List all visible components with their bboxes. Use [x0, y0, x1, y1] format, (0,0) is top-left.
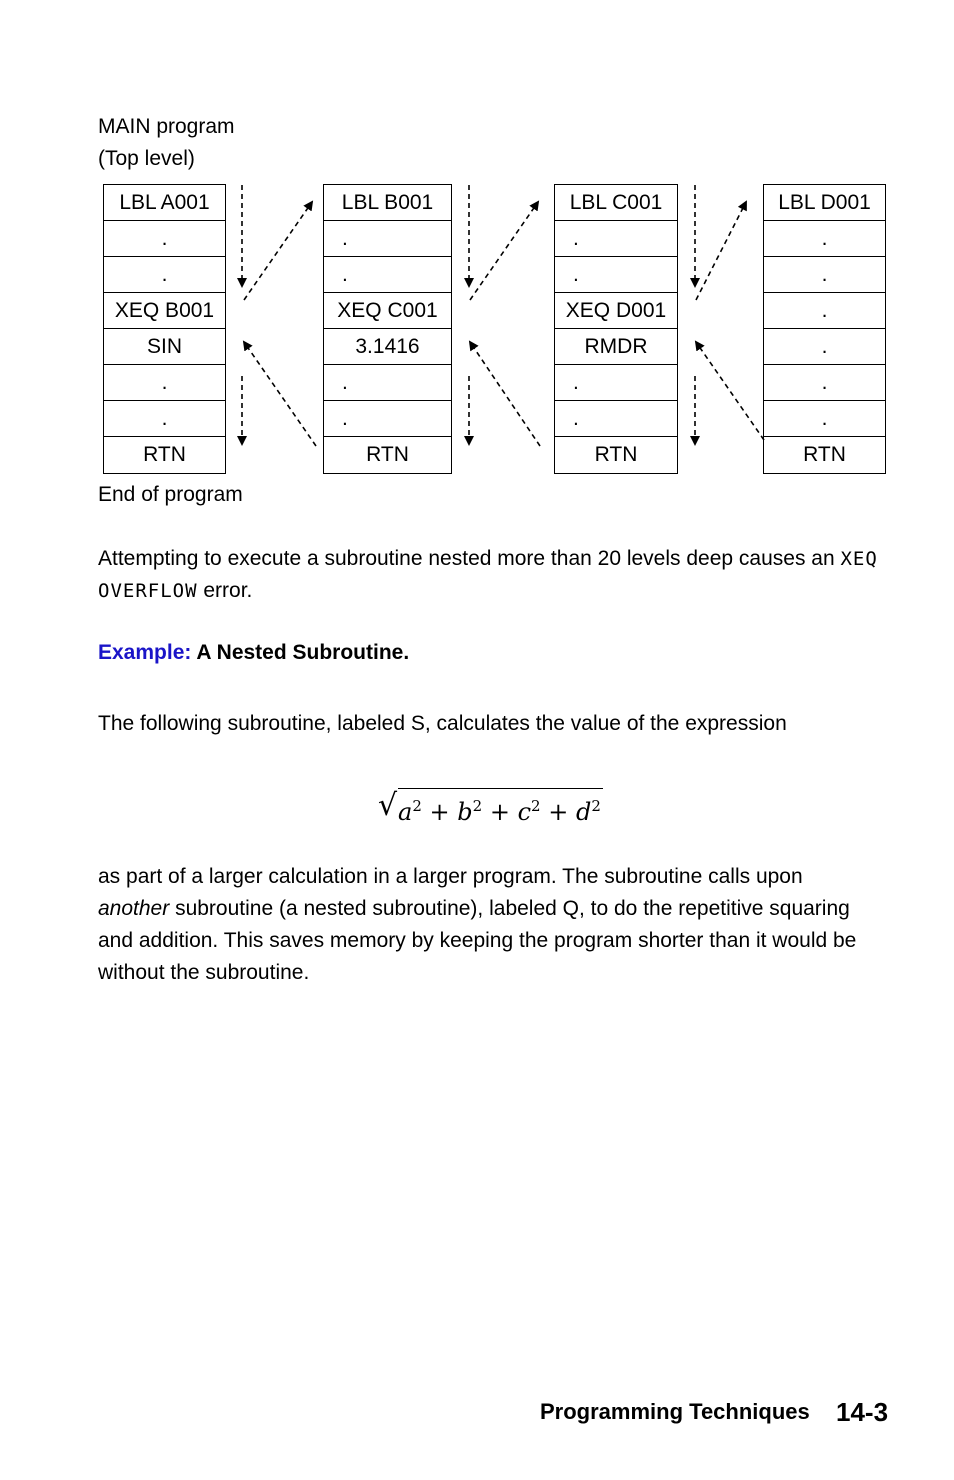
program-row: RTN	[366, 443, 409, 466]
body-line: and addition. This saves memory by keeping the program shorter than it would be	[98, 929, 857, 952]
plus-sign: +	[429, 798, 450, 826]
term-c: c	[517, 798, 532, 826]
exponent: 2	[472, 797, 483, 815]
program-row: .	[764, 293, 885, 329]
plus-sign: +	[489, 798, 510, 826]
exponent: 2	[531, 797, 541, 815]
program-row: .	[104, 257, 225, 293]
example-title: A Nested Subroutine.	[191, 641, 410, 664]
body-italic: another	[98, 897, 170, 920]
program-row: SIN	[104, 329, 225, 365]
program-row: .	[104, 221, 225, 257]
intro-text: The following subroutine, labeled S, calculates the value of the expression	[98, 712, 787, 735]
program-row: .	[764, 257, 885, 293]
example-heading	[98, 637, 409, 669]
overflow-text-after: error.	[197, 579, 253, 602]
program-row: .	[324, 221, 451, 257]
end-of-program-label: End of program	[98, 483, 243, 506]
footer-page-number: 14-3	[836, 1397, 889, 1427]
program-row: .	[555, 257, 677, 293]
program-row: RMDR	[555, 329, 677, 365]
exponent: 2	[591, 797, 601, 815]
call-arrow	[244, 202, 312, 300]
return-arrow	[244, 342, 316, 446]
term-d: d	[575, 798, 592, 826]
program-row: XEQ B001	[104, 293, 225, 329]
code-overflow: OVERFLOW	[98, 580, 198, 602]
return-arrow	[696, 342, 764, 440]
program-row: .	[324, 401, 451, 437]
program-row: .	[555, 365, 677, 401]
program-row: .	[555, 401, 677, 437]
program-label: LBL A001	[104, 185, 225, 221]
term-a: a	[398, 798, 413, 826]
footer-section: Programming Techniques	[540, 1399, 810, 1424]
body-line: as part of a larger calculation in a larger program. The subroutine calls upon	[98, 865, 803, 888]
program-row: .	[764, 365, 885, 401]
program-row: .	[764, 329, 885, 365]
program-row: RTN	[143, 443, 186, 466]
exponent: 2	[412, 797, 422, 815]
body-paragraph	[98, 861, 888, 989]
flow-arrows	[0, 0, 954, 480]
program-row: XEQ C001	[324, 293, 451, 329]
program-row: .	[764, 221, 885, 257]
program-row: .	[104, 401, 225, 437]
program-label: LBL D001	[764, 185, 885, 221]
program-row: .	[324, 365, 451, 401]
program-row: .	[764, 401, 885, 437]
call-arrow	[470, 202, 538, 300]
body-line: subroutine (a nested subroutine), labeled Q, to do the repetitive squaring	[169, 897, 850, 920]
return-arrow	[470, 342, 540, 446]
program-row: RTN	[803, 443, 846, 466]
program-row: XEQ D001	[555, 293, 677, 329]
code-xeq: XEQ	[840, 548, 878, 570]
call-arrow	[696, 202, 746, 300]
top-level-label: (Top level)	[98, 147, 195, 170]
program-row: 3.1416	[324, 329, 451, 365]
program-row: .	[104, 365, 225, 401]
overflow-paragraph	[98, 543, 888, 607]
program-row: RTN	[594, 443, 638, 466]
program-row: .	[324, 257, 451, 293]
program-row: .	[555, 221, 677, 257]
example-link[interactable]: Example:	[98, 641, 192, 664]
term-b: b	[457, 798, 473, 826]
main-program-label: MAIN program	[98, 115, 235, 138]
plus-sign: +	[548, 798, 569, 826]
radical-sign: √	[378, 788, 398, 823]
program-label: LBL B001	[324, 185, 451, 221]
overflow-text-before: Attempting to execute a subroutine nested more than 20 levels deep causes an	[98, 547, 841, 570]
program-label: LBL C001	[555, 185, 677, 221]
body-line: without the subroutine.	[98, 961, 310, 984]
formula-expression	[398, 788, 603, 829]
